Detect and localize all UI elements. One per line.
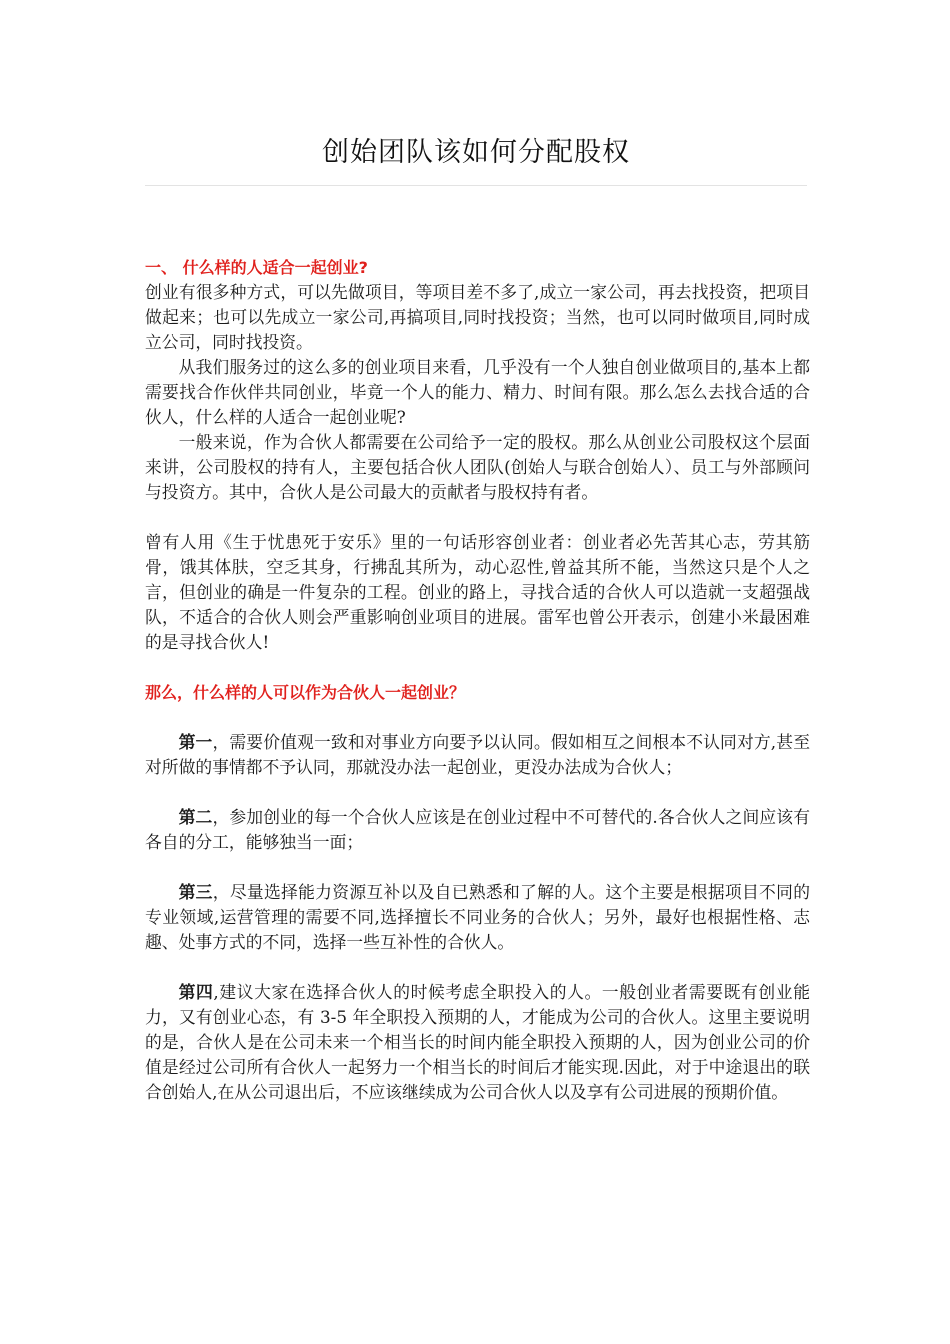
section-heading-2: 那么，什么样的人可以作为合伙人一起创业？ — [145, 683, 466, 702]
criterion-2 — [145, 805, 810, 855]
paragraph-2: 从我们服务过的这么多的创业项目来看，几乎没有一个人独自创业做项目的,基本上都需要找合作伙伴共同创业，毕竟一个人的能力、精力、时间有限。那么怎么去找合适的合伙人，什么样的人适合一起创业呢? — [145, 357, 810, 427]
criterion-1 — [145, 730, 810, 780]
paragraph-4: 曾有人用《生于忧患死于安乐》里的一句话形容创业者：创业者必先苦其心志，劳其筋骨，饿其体肤，空乏其身，行拂乱其所为，动心忍性,曾益其所不能，当然这只是个人之言，但创业的确是一件复杂的工程。创业的路上，寻找合适的合伙人可以造就一支超强战队，不适合的合伙人则会严重影响创业项目的进展。雷军也曾公开表示，创建小米最困难的是寻找合伙人! — [145, 532, 810, 652]
criterion-4-text: ,建议大家在选择合伙人的时候考虑全职投入的人。一般创业者需要既有创业能力，又有创业心态，有 3-5 年全职投入预期的人，才能成为公司的合伙人。这里主要说明的是，合伙人是在公司未来一个相当长的时间内能全职投入预期的人，因为创业公司的价值是经过公司所有合伙人一起努力一个相当长的时间后才能实现.因此，对于中途退出的联合创始人,在从公司退出后，不应该继续成为公司合伙人以及享有公司进展的预期价值。 — [145, 982, 810, 1102]
criterion-1-text: ，需要价值观一致和对事业方向要予以认同。假如相互之间根本不认同对方,甚至对所做的事情都不予认同，那就没办法一起创业，更没办法成为合伙人； — [145, 732, 810, 777]
paragraph-3: 一般来说，作为合伙人都需要在公司给予一定的股权。那么从创业公司股权这个层面来讲，公司股权的持有人，主要包括合伙人团队(创始人与联合创始人）、员工与外部顾问与投资方。其中，合伙人是公司最大的贡献者与股权持有者。 — [145, 432, 810, 502]
title-divider — [145, 185, 807, 186]
criterion-3-label: 第三 — [178, 882, 213, 902]
criterion-1-label: 第一 — [178, 732, 213, 752]
criterion-3 — [145, 880, 810, 955]
paragraph-1: 创业有很多种方式，可以先做项目，等项目差不多了,成立一家公司，再去找投资，把项目做起来；也可以先成立一家公司,再搞项目,同时找投资；当然，也可以同时做项目,同时成立公司，同时找投资。 — [145, 282, 810, 352]
article-body — [145, 255, 810, 1105]
criterion-4-label: 第四 — [178, 982, 214, 1002]
page-title: 创始团队该如何分配股权 — [322, 137, 630, 168]
criterion-2-label: 第二 — [178, 807, 213, 827]
criterion-4 — [145, 980, 810, 1105]
criterion-3-text: ，尽量选择能力资源互补以及自已熟悉和了解的人。这个主要是根据项目不同的专业领域,运营管理的需要不同,选择擅长不同业务的合伙人；另外，最好也根据性格、志趣、处事方式的不同，选择一些互补性的合伙人。 — [145, 882, 810, 952]
criterion-2-text: ，参加创业的每一个合伙人应该是在创业过程中不可替代的.各合伙人之间应该有各自的分工，能够独当一面； — [145, 807, 810, 852]
section-heading-1: 一、 什么样的人适合一起创业? — [145, 258, 368, 277]
